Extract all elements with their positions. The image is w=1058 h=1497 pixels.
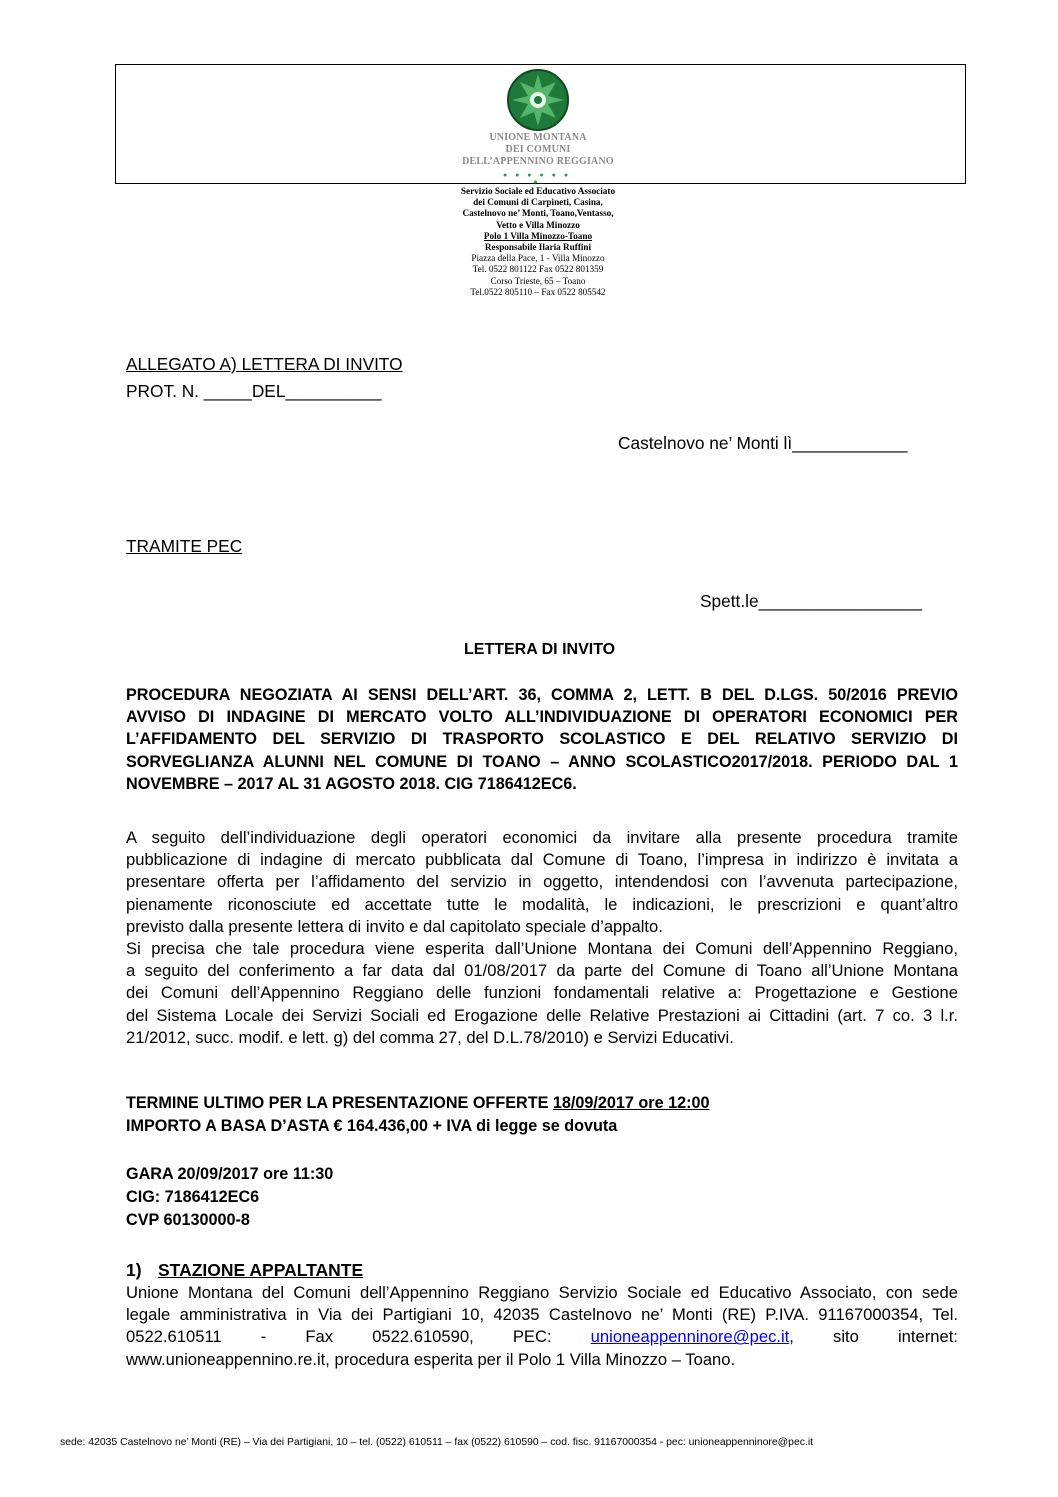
procedure-paragraph bbox=[126, 684, 958, 795]
org-line: DEI COMUNI bbox=[505, 144, 571, 155]
section1-paragraph bbox=[126, 1282, 958, 1371]
cig-code: CIG: 7186412EC6 bbox=[126, 1188, 260, 1206]
body-paragraph bbox=[126, 827, 958, 1049]
section-number: 1) bbox=[126, 1260, 142, 1280]
place-date-line: Castelnovo ne’ Monti lì____________ bbox=[618, 433, 908, 453]
procedure-line: AVVISO DI INDAGINE DI MERCATO VOLTO ALL’INDIVIDUAZIONE DI OPERATORI ECONOMICI PER bbox=[126, 708, 958, 727]
base-amount: IMPORTO A BASA D’ASTA € 164.436,00 + IVA di legge se dovuta bbox=[126, 1117, 618, 1135]
section1-line: www.unioneappennino.re.it, procedura esperita per il Polo 1 Villa Minozzo – Toano. bbox=[126, 1349, 736, 1369]
section-title: STAZIONE APPALTANTE bbox=[158, 1260, 364, 1280]
deadline-line bbox=[126, 1092, 709, 1114]
allegato-heading: ALLEGATO A) LETTERA DI INVITO bbox=[126, 354, 403, 374]
section1-line: Unione Montana del Comuni dell’Appennino Reggiano Servizio Sociale ed Educativo Associato, con sede bbox=[126, 1283, 958, 1302]
body-line: previsto dalla presente lettera di invito e dal capitolato speciale d’appalto. bbox=[126, 916, 663, 936]
body-line: del Sistema Locale dei Servizi Sociali ed Erogazione delle Relative Prestazioni ai Cittadini (art. 7 co. 3 l.r. bbox=[126, 1005, 958, 1025]
body-line: dei Comuni dell’Appennino Reggiano delle funzioni fondamentali relative a: Progettazione e Gestione bbox=[126, 983, 958, 1003]
procedure-line: PROCEDURA NEGOZIATA AI SENSI DELL’ART. 36, COMMA 2, LETT. B DEL D.LGS. 50/2016 PREVIO bbox=[126, 686, 958, 704]
gara-date: GARA 20/09/2017 ore 11:30 bbox=[126, 1165, 334, 1183]
section1-line bbox=[126, 1326, 958, 1348]
procedure-line: SORVEGLIANZA ALUNNI NEL COMUNE DI TOANO – ANNO SCOLASTICO2017/2018. PERIODO DAL 1 bbox=[126, 752, 958, 771]
body-line: A seguito dell’individuazione degli operatori economici da invitare alla presente procedura tramite bbox=[126, 828, 958, 847]
procedure-line: L’AFFIDAMENTO DEL SERVIZIO DI TRASPORTO SCOLASTICO E DEL RELATIVO SERVIZIO DI bbox=[126, 730, 958, 749]
service-line: dei Comuni di Carpineti, Casina, bbox=[473, 197, 603, 208]
letter-title: LETTERA DI INVITO bbox=[464, 641, 616, 658]
cactus-logo-icon bbox=[506, 68, 570, 132]
body-line: presentare offerta per l’affidamento del servizio in oggetto, intendendosi con l’avvenuta partecipazione, bbox=[126, 872, 958, 892]
service-line: Castelnovo ne’ Monti, Toano,Ventasso, bbox=[462, 208, 614, 219]
comma: , bbox=[789, 1327, 794, 1347]
service-line: Servizio Sociale ed Educativo Associato bbox=[460, 186, 616, 196]
deadline-date: 18/09/2017 ore 12:00 bbox=[552, 1094, 710, 1112]
pec-label: PEC: bbox=[512, 1327, 552, 1347]
recipient-line: Spett.le_________________ bbox=[700, 591, 922, 611]
service-info bbox=[408, 186, 668, 298]
address-line: Tel.0522 805110 – Fax 0522 805542 bbox=[470, 286, 606, 297]
fax-label: Fax bbox=[305, 1327, 334, 1347]
address-line: Tel. 0522 801122 Fax 0522 801359 bbox=[472, 264, 604, 275]
body-line: pienamente riconosciute ed accettate tutte le modalità, le indicazioni, le prescrizioni e quant’altro bbox=[126, 894, 958, 914]
body-line: pubblicazione di indagine di mercato pubblicata dal Comune di Toano, l’impresa in indirizzo è invitata a bbox=[126, 850, 958, 870]
internet-label: internet: bbox=[897, 1327, 958, 1347]
page-footer: sede: 42035 Castelnovo ne’ Monti (RE) – Via dei Partigiani, 10 – tel. (0522) 610511 – fax (0522) 610590 – cod. fisc. 91167000354 - pec: unioneappenninore@pec.it bbox=[60, 1437, 814, 1448]
body-line: a seguito del conferimento a far data dal 01/08/2017 da parte del Comune di Toano all’Unione Montana bbox=[126, 961, 958, 981]
pec-email-link[interactable]: unioneappenninore@pec.it bbox=[590, 1327, 790, 1347]
cvp-code: CVP 60130000-8 bbox=[126, 1211, 250, 1229]
protocol-line: PROT. N. _____DEL__________ bbox=[126, 381, 382, 401]
deadline-label: TERMINE ULTIMO PER LA PRESENTAZIONE OFFERTE bbox=[126, 1094, 553, 1112]
sito-label: sito bbox=[833, 1327, 859, 1347]
tel-number: 0522.610511 bbox=[126, 1327, 222, 1347]
organization-name bbox=[420, 132, 656, 168]
service-line: Vetto e Villa Minozzo bbox=[496, 219, 580, 230]
decorative-dots: ● ● ● ● ● ● ● bbox=[502, 172, 572, 186]
polo-line: Polo 1 Villa Minozzo-Toano bbox=[483, 230, 593, 241]
address-line: Piazza della Pace, 1 - Villa Minozzo bbox=[471, 253, 605, 264]
dash: - bbox=[260, 1327, 267, 1347]
fax-number: 0522.610590, bbox=[372, 1327, 474, 1347]
org-line: UNIONE MONTANA bbox=[489, 132, 587, 143]
procedure-line: NOVEMBRE – 2017 AL 31 AGOSTO 2018. CIG 7186412EC6. bbox=[126, 774, 577, 793]
body-line: 21/2012, succ. modif. e lett. g) del comma 27, del D.L.78/2010) e Servizi Educativi. bbox=[126, 1027, 734, 1047]
body-line: Si precisa che tale procedura viene esperita dall’Unione Montana dei Comuni dell’Appennino Reggiano, bbox=[126, 939, 958, 959]
responsabile-line: Responsabile Ilaria Ruffini bbox=[484, 242, 592, 253]
tramite-pec: TRAMITE PEC bbox=[126, 536, 243, 556]
org-line: DELL’APPENNINO REGGIANO bbox=[462, 156, 614, 167]
address-line: Corso Trieste, 65 – Toano bbox=[490, 275, 586, 286]
section1-line: legale amministrativa in Via dei Partigiani 10, 42035 Castelnovo ne’ Monti (RE) P.IVA. 91167000354, Tel. bbox=[126, 1305, 958, 1325]
